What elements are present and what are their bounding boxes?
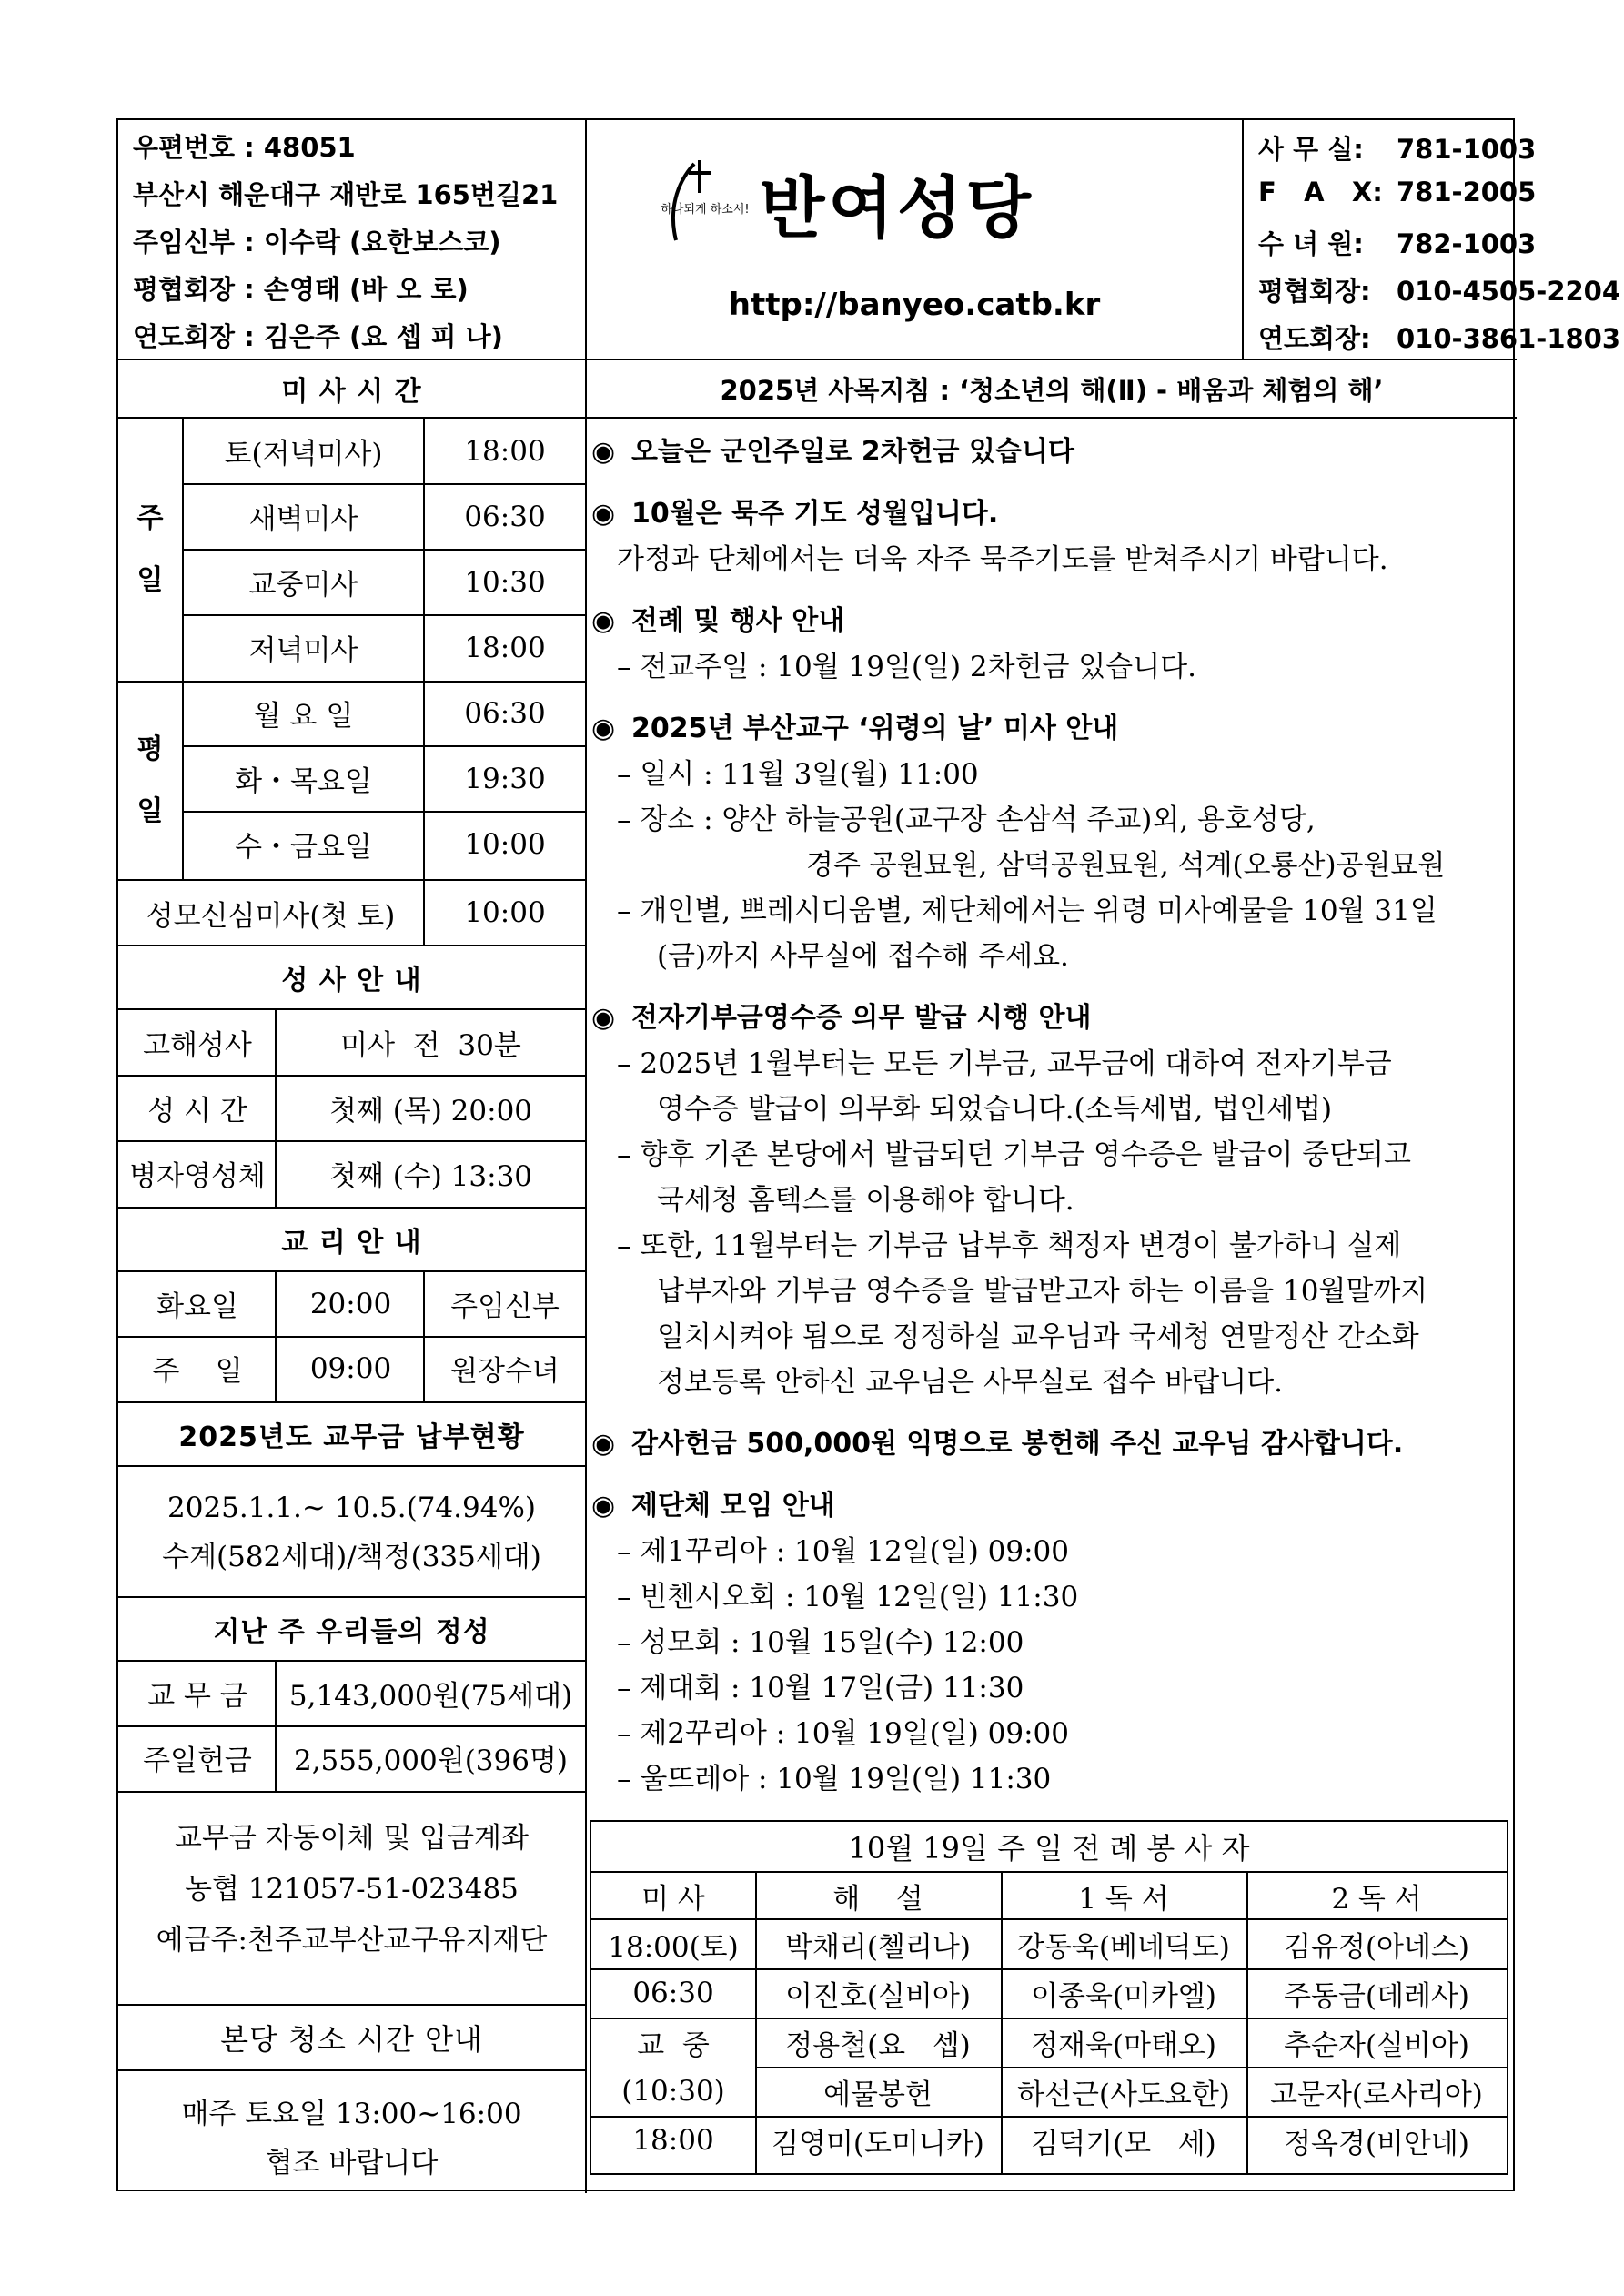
announcement-title: ◉ 10월은 묵주 기도 성월입니다. [591, 491, 1510, 537]
volunteer-name: 이진호(실비아) [785, 1979, 971, 2013]
sacraments-title: 성 사 안 내 [281, 965, 422, 996]
cleaning-note: 협조 바랍니다 [265, 2146, 439, 2180]
mass-time: 10:00 [464, 827, 546, 861]
announcement-line: – 제대회 : 10월 17일(금) 11:30 [617, 1672, 1024, 1704]
announcement-item [591, 599, 1510, 690]
contact-number: 781-2005 [1397, 177, 1537, 207]
contact-label: F A X: [1258, 177, 1383, 207]
offering-value: 2,555,000원(396명) [293, 1745, 569, 1777]
volunteer-name: 박채리(첼리나) [785, 1930, 971, 1964]
catechism-who: 원장수녀 [450, 1355, 560, 1388]
contact-line [1258, 177, 1536, 207]
catechism-day: 주 일 [152, 1355, 243, 1388]
mass-time: 18:00 [464, 434, 546, 468]
offering-value: 5,143,000원(75세대) [288, 1680, 573, 1713]
announcement-line: 국세청 홈텍스를 이용해야 합니다. [657, 1184, 1074, 1217]
announcement-line: 경주 공원묘원, 삼덕공원묘원, 석계(오룡산)공원묘원 [806, 849, 1446, 882]
catechism-time: 20:00 [309, 1287, 392, 1320]
volunteer-name: 김영미(도미니카) [772, 2127, 984, 2160]
announcement-line: 일치시켜야 됨으로 정정하실 교우님과 국세청 연말정산 간소화 [657, 1320, 1419, 1353]
pastor-name: 주임신부 : 이수락 (요한보스코) [133, 227, 501, 258]
mass-name: 화・목요일 [235, 765, 372, 798]
mass-time: 10:30 [464, 565, 546, 599]
volunteer-name: 예물봉헌 [823, 2078, 933, 2111]
church-logo [658, 157, 749, 248]
catechism-day: 화요일 [156, 1290, 238, 1323]
announcement-line: – 제1꾸리아 : 10월 12일(일) 09:00 [617, 1535, 1069, 1568]
mass-name: 저녁미사 [248, 634, 358, 667]
mass-name: 월 요 일 [253, 700, 354, 733]
header-info [118, 120, 585, 359]
church-url[interactable]: http://banyeo.catb.kr [728, 287, 1101, 323]
bullet-icon: ◉ [591, 498, 616, 530]
weekday-label: 평 일 [136, 733, 164, 827]
volunteers-header: 해 설 [832, 1882, 923, 1916]
contact-label: 연도회장: [1258, 323, 1371, 354]
announcement-line: 영수증 발급이 의무화 되었습니다.(소득세법, 법인세법) [657, 1093, 1333, 1126]
volunteer-mass: 18:00(토) [608, 1930, 739, 1964]
church-name: 반여성당 [760, 169, 1034, 248]
announcement-title: ◉ 오늘은 군인주일로 2차헌금 있습니다 [591, 430, 1510, 475]
announcement-line: – 빈첸시오회 : 10월 12일(일) 11:30 [617, 1581, 1079, 1613]
volunteer-mass: 06:30 [632, 1977, 714, 2009]
announcement-item [591, 1483, 1510, 1802]
bullet-icon: ◉ [591, 1490, 616, 1522]
sacrament-value: 미사 전 30분 [340, 1028, 521, 1062]
announcement-title: ◉ 제단체 모임 안내 [591, 1483, 1510, 1529]
account-holder: 예금주:천주교부산교구유지재단 [156, 1923, 548, 1957]
volunteer-name: 정옥경(비안네) [1284, 2127, 1469, 2160]
announcement-line: 납부자와 기부금 영수증을 발급받고자 하는 이름을 10월말까지 [657, 1275, 1428, 1308]
announcement-item [591, 1421, 1510, 1467]
volunteer-name: 김유정(아네스) [1284, 1930, 1469, 1964]
announcement-line: – 향후 기존 본당에서 발급되던 기부금 영수증은 발급이 중단되고 [617, 1138, 1411, 1171]
mass-time: 06:30 [464, 500, 546, 533]
dues-title: 2025년도 교무금 납부현황 [178, 1421, 525, 1453]
sacrament-value: 첫째 (목) 20:00 [328, 1094, 533, 1128]
legion-president: 연도회장 : 김은주 (요 셉 피 나) [133, 321, 503, 352]
volunteer-name: 주동금(데레사) [1284, 1979, 1469, 2013]
sacrament-name: 고해성사 [143, 1028, 252, 1062]
volunteer-name: 정용철(요 셉) [785, 2028, 971, 2062]
first-sat-mass-name: 성모신심미사(첫 토) [146, 899, 396, 933]
contact-line [1258, 319, 1620, 356]
volunteer-name: 추순자(실비아) [1284, 2028, 1469, 2062]
volunteers-header: 2 독 서 [1331, 1882, 1422, 1916]
dues-households: 수계(582세대)/책정(335세대) [162, 1540, 541, 1573]
contact-line [1258, 271, 1620, 308]
announcement-line: – 전교주일 : 10월 19일(일) 2차헌금 있습니다. [617, 651, 1196, 683]
contact-number: 010-3861-1803 [1397, 323, 1621, 354]
volunteer-name: 이종욱(미카엘) [1031, 1979, 1216, 2013]
catechism-who: 주임신부 [450, 1290, 560, 1323]
announcement-item [591, 491, 1510, 582]
announcement-line: – 울뜨레아 : 10월 19일(일) 11:30 [617, 1763, 1052, 1795]
announcement-line: 정보등록 안하신 교우님은 사무실로 접수 바랍니다. [657, 1366, 1283, 1399]
announcement-item [591, 706, 1510, 979]
volunteers-header: 미 사 [641, 1882, 705, 1916]
mass-name: 토(저녁미사) [224, 438, 383, 470]
announcement-item [591, 996, 1510, 1405]
account-number: 농협 121057-51-023485 [185, 1872, 519, 1906]
volunteer-name: 고문자(로사리아) [1270, 2078, 1483, 2111]
bullet-icon: ◉ [591, 713, 616, 744]
announcement-title: ◉ 2025년 부산교구 ‘위령의 날’ 미사 안내 [591, 706, 1510, 752]
bullet-icon: ◉ [591, 436, 616, 468]
announcement-line: – 일시 : 11월 3일(월) 11:00 [617, 758, 979, 791]
sacrament-value: 첫째 (수) 13:30 [328, 1159, 533, 1193]
announcement-title: ◉ 감사헌금 500,000원 익명으로 봉헌해 주신 교우님 감사합니다. [591, 1421, 1510, 1467]
mass-name: 새벽미사 [248, 503, 358, 536]
volunteer-mass: 교 중 [637, 2028, 710, 2062]
cleaning-time: 매주 토요일 13:00~16:00 [181, 2097, 522, 2130]
contact-line [1258, 129, 1536, 167]
logo-text: 하나되게 하소서! [661, 203, 749, 217]
bulletin-page [116, 118, 1621, 2191]
announcement-line: – 2025년 1월부터는 모든 기부금, 교무금에 대하여 전자기부금 [617, 1047, 1392, 1080]
contact-number: 782-1003 [1397, 228, 1537, 259]
church-title-block [587, 120, 1242, 359]
announcement-title: ◉ 전자기부금영수증 의무 발급 시행 안내 [591, 996, 1510, 1041]
liturgy-volunteers-table [590, 1820, 1508, 2175]
sacrament-name: 성 시 간 [147, 1094, 247, 1128]
account-title: 교무금 자동이체 및 입금계좌 [175, 1821, 529, 1855]
contact-block [1244, 120, 1621, 359]
bullet-icon: ◉ [591, 605, 616, 637]
first-sat-mass-time: 10:00 [464, 896, 546, 929]
announcement-line: – 개인별, 쁘레시디움별, 제단체에서는 위령 미사예물을 10월 31일 [617, 895, 1437, 927]
bullet-icon: ◉ [591, 1428, 616, 1460]
mass-time: 06:30 [464, 696, 546, 730]
volunteer-name: 김덕기(모 세) [1031, 2127, 1216, 2160]
offering-name: 주일헌금 [143, 1745, 252, 1777]
announcement-line: 가정과 단체에서는 더욱 자주 묵주기도를 받쳐주시기 바랍니다. [617, 543, 1388, 576]
announcements [591, 430, 1510, 1818]
announcement-line: – 성모회 : 10월 15일(수) 12:00 [617, 1626, 1024, 1659]
announcement-item [591, 430, 1510, 475]
dues-period: 2025.1.1.~ 10.5.(74.94%) [167, 1492, 536, 1524]
announcement-line: – 제2꾸리아 : 10월 19일(일) 09:00 [617, 1717, 1069, 1750]
cleaning-title: 본당 청소 시간 안내 [220, 2022, 483, 2057]
announcement-line: (금)까지 사무실에 접수해 주세요. [657, 940, 1069, 973]
contact-label: 수 녀 원: [1258, 228, 1364, 259]
bullet-icon: ◉ [591, 1002, 616, 1034]
volunteers-title: 10월 19일 주 일 전 례 봉 사 자 [848, 1831, 1250, 1866]
mass-time: 18:00 [464, 631, 546, 664]
council-president: 평협회장 : 손영태 (바 오 로) [133, 274, 469, 305]
contact-label: 평협회장: [1258, 276, 1371, 307]
catechism-title: 교 리 안 내 [281, 1227, 422, 1259]
mass-times-title: 미 사 시 간 [281, 376, 422, 408]
volunteer-name: 정재욱(마태오) [1031, 2028, 1216, 2062]
contact-number: 781-1003 [1397, 134, 1537, 165]
volunteers-header: 1 독 서 [1078, 1882, 1169, 1916]
catechism-time: 09:00 [309, 1351, 392, 1385]
mass-name: 교중미사 [248, 569, 358, 602]
announcement-title: ◉ 전례 및 행사 안내 [591, 599, 1510, 644]
contact-number: 010-4505-2204 [1397, 276, 1621, 307]
postal-code: 우편번호 : 48051 [133, 132, 356, 163]
mass-time: 19:30 [464, 762, 546, 795]
announcement-line: – 또한, 11월부터는 기부금 납부후 책정자 변경이 불가하니 실제 [617, 1229, 1402, 1262]
volunteer-mass: (10:30) [621, 2075, 725, 2108]
offering-name: 교 무 금 [147, 1680, 247, 1713]
sunday-label: 주 일 [136, 502, 164, 596]
offerings-title: 지난 주 우리들의 정성 [213, 1616, 490, 1648]
volunteer-name: 하선근(사도요한) [1017, 2078, 1230, 2111]
volunteer-name: 강동욱(베네딕도) [1017, 1930, 1230, 1964]
church-address: 부산시 해운대구 재반로 165번길21 [133, 179, 559, 210]
contact-line [1258, 224, 1536, 261]
sacrament-name: 병자영성체 [129, 1159, 266, 1193]
announcement-line: – 장소 : 양산 하늘공원(교구장 손삼석 주교)외, 용호성당, [617, 804, 1316, 836]
volunteer-mass: 18:00 [632, 2124, 714, 2157]
pastoral-theme: 2025년 사목지침 : ‘청소년의 해(Ⅱ) - 배움과 체험의 해’ [720, 374, 1384, 406]
contact-label: 사 무 실: [1258, 134, 1364, 165]
mass-name: 수・금요일 [235, 831, 372, 864]
